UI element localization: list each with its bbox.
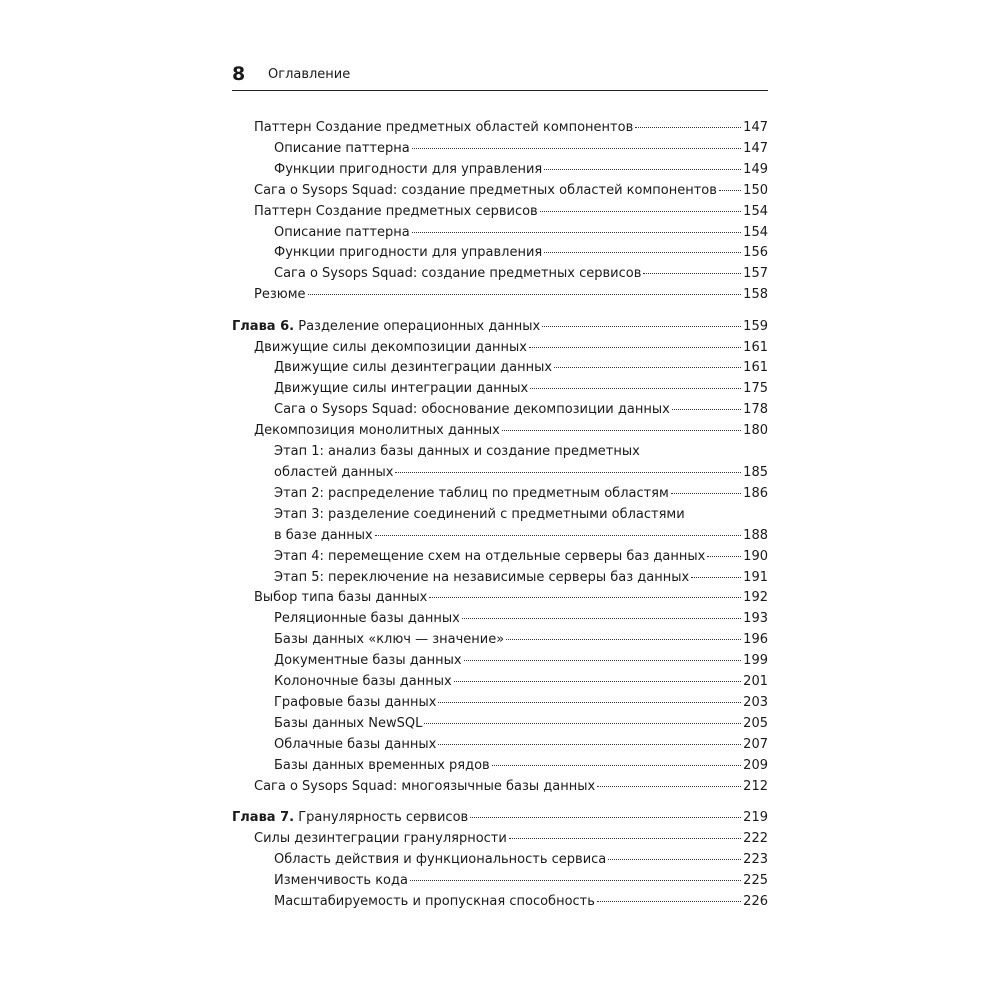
dot-leader xyxy=(506,639,741,640)
toc-entry-title xyxy=(274,223,410,244)
dot-leader xyxy=(492,765,741,766)
toc-title-text: Резюме xyxy=(254,287,306,303)
toc-page-number: 154 xyxy=(743,203,768,219)
toc-page-number: 191 xyxy=(743,569,768,585)
toc-title-text: Паттерн Создание предметных областей компонентов xyxy=(254,120,634,135)
toc-entry-title xyxy=(274,568,689,589)
chapter-number: Глава 6. xyxy=(232,318,295,334)
dot-leader xyxy=(438,744,741,745)
toc-entry-title xyxy=(254,285,306,306)
toc-entry-title xyxy=(274,871,408,892)
toc-entry-title xyxy=(274,160,542,181)
toc-title-text: Паттерн Создание предметных сервисов xyxy=(254,203,538,219)
toc-entry[interactable] xyxy=(232,358,768,379)
toc-page-number: 180 xyxy=(743,423,768,439)
toc-title-text: Колоночные базы данных xyxy=(274,674,452,690)
dot-leader xyxy=(470,817,741,818)
toc-entry[interactable] xyxy=(232,568,768,589)
dot-leader xyxy=(672,409,741,410)
dot-leader xyxy=(544,252,741,253)
toc-title-text: в базе данных xyxy=(274,527,373,543)
toc-title-text: Масштабируемость и пропускная способность xyxy=(274,893,595,909)
running-title: Оглавление xyxy=(268,67,351,82)
toc-page-number: 157 xyxy=(743,266,768,282)
toc-entry[interactable] xyxy=(232,160,768,181)
toc-entry-title xyxy=(274,526,373,547)
toc-page-number: 158 xyxy=(743,287,768,303)
toc-title-text: Сага о Sysops Squad: многоязычные базы данных xyxy=(254,778,596,794)
dot-leader xyxy=(530,388,741,389)
toc-entry-first-line[interactable]: Этап 1: анализ базы данных и создание предметных xyxy=(274,444,640,460)
toc-entry-title xyxy=(254,777,595,798)
toc-entry-title xyxy=(274,735,436,756)
toc-title-text: Функции пригодности для управления xyxy=(274,161,543,177)
dot-leader xyxy=(509,838,741,839)
dot-leader xyxy=(542,326,741,327)
toc-entry-title xyxy=(274,693,436,714)
toc-entry-title xyxy=(274,264,641,285)
toc-page-number: 192 xyxy=(743,590,768,606)
toc-entry[interactable] xyxy=(232,609,768,630)
toc-title-text: Функции пригодности для управления xyxy=(274,245,543,261)
toc-page-number: 199 xyxy=(743,653,768,669)
toc-entry-title xyxy=(274,547,705,568)
toc-page-number: 223 xyxy=(743,851,768,867)
toc-title-text: Базы данных «ключ — значение» xyxy=(274,632,505,648)
toc-entry[interactable] xyxy=(232,223,768,244)
toc-page-number: 154 xyxy=(743,224,768,240)
toc-page-number: 205 xyxy=(743,715,768,731)
dot-leader xyxy=(410,880,741,881)
toc-title-text: областей данных xyxy=(274,465,394,480)
toc-page-number: 161 xyxy=(743,339,768,355)
toc-entry-title xyxy=(274,892,595,913)
dot-leader xyxy=(691,577,741,578)
toc-entry-title xyxy=(254,421,500,442)
toc-page-number: 226 xyxy=(743,893,768,909)
toc-title-text: Этап 5: переключение на независимые серверы баз данных xyxy=(274,569,690,585)
dot-leader xyxy=(671,493,741,494)
dot-leader xyxy=(502,430,741,431)
toc-page-number: 212 xyxy=(743,778,768,794)
toc-entry[interactable] xyxy=(232,588,768,609)
toc-entry-title xyxy=(274,139,410,160)
toc-entry-title xyxy=(254,829,507,850)
toc-page-number: 156 xyxy=(743,245,768,261)
toc-chapter[interactable] xyxy=(232,317,768,338)
toc-title-text: Описание паттерна xyxy=(274,224,410,240)
toc-entry-title xyxy=(274,400,670,421)
dot-leader xyxy=(438,702,741,703)
toc-title-text: Реляционные базы данных xyxy=(274,611,460,627)
toc-title-text: Силы дезинтеграции гранулярности xyxy=(254,830,507,846)
toc-entry-title xyxy=(274,609,460,630)
toc-title-text: Описание паттерна xyxy=(274,140,410,156)
toc-entry-title xyxy=(274,379,528,400)
toc-entry[interactable] xyxy=(232,243,768,264)
toc-title-text: Выбор типа базы данных xyxy=(254,590,428,606)
toc-title-text: Этап 4: перемещение схем на отдельные серверы баз данных xyxy=(274,548,706,564)
toc-entry[interactable] xyxy=(232,756,768,777)
toc-title-text: Этап 2: распределение таблиц по предметным областям xyxy=(274,485,669,501)
toc-title-text: Движущие силы дезинтеграции данных xyxy=(274,360,553,376)
toc-entry[interactable] xyxy=(232,463,768,484)
toc-title-text: Графовые базы данных xyxy=(274,694,437,710)
toc-entry-title xyxy=(254,118,633,139)
toc-title-text: Документные базы данных xyxy=(274,653,462,669)
dot-leader xyxy=(643,273,741,274)
toc-entry[interactable] xyxy=(232,379,768,400)
toc-title-text: Движущие силы интеграции данных xyxy=(274,381,529,397)
toc-title-text: Облачные базы данных xyxy=(274,736,437,752)
dot-leader xyxy=(429,597,741,598)
dot-leader xyxy=(375,535,741,536)
toc-entry[interactable] xyxy=(232,139,768,160)
toc-title-text: Базы данных NewSQL xyxy=(274,715,423,731)
toc-entry[interactable] xyxy=(232,777,768,798)
toc-entry[interactable] xyxy=(232,693,768,714)
dot-leader xyxy=(454,681,741,682)
toc-entry-title xyxy=(254,588,427,609)
toc-entry[interactable] xyxy=(232,547,768,568)
toc-entry[interactable] xyxy=(232,630,768,651)
toc-entry-title xyxy=(274,463,393,484)
toc-page-number: 196 xyxy=(743,632,768,648)
toc-title-text: Сага о Sysops Squad: обоснование декомпозиции данных xyxy=(274,402,670,418)
toc-entry-title xyxy=(274,756,490,777)
toc-page-number: 203 xyxy=(743,694,768,710)
dot-leader xyxy=(395,472,741,473)
toc-page-number: 193 xyxy=(743,611,768,627)
page-number: 8 xyxy=(232,63,246,85)
toc-entry-title xyxy=(274,484,669,505)
toc-entry[interactable] xyxy=(232,829,768,850)
dot-leader xyxy=(597,786,741,787)
toc-entry[interactable] xyxy=(232,651,768,672)
toc-page-number: 159 xyxy=(743,318,768,334)
dot-leader xyxy=(597,901,741,902)
toc-entry-title xyxy=(274,243,542,264)
dot-leader xyxy=(719,190,741,191)
toc-entry[interactable] xyxy=(232,202,768,223)
toc-page-number: 175 xyxy=(743,381,768,397)
toc-entry-title xyxy=(254,338,527,359)
toc-entry[interactable] xyxy=(232,714,768,735)
toc-entry[interactable] xyxy=(232,871,768,892)
toc-page-number: 190 xyxy=(743,548,768,564)
table-of-contents xyxy=(232,118,768,913)
dot-leader xyxy=(540,211,741,212)
toc-title-text: Изменчивость кода xyxy=(274,872,408,888)
toc-title-text: Базы данных временных рядов xyxy=(274,757,490,773)
toc-entry[interactable] xyxy=(232,672,768,693)
toc-entry[interactable] xyxy=(232,526,768,547)
dot-leader xyxy=(424,723,741,724)
toc-entry[interactable] xyxy=(232,484,768,505)
toc-entry[interactable] xyxy=(232,735,768,756)
toc-entry[interactable] xyxy=(232,118,768,139)
toc-entry-title xyxy=(274,630,504,651)
dot-leader xyxy=(544,169,741,170)
toc-title-text: Область действия и функциональность сервиса xyxy=(274,851,607,867)
toc-entry-first-line[interactable]: Этап 3: разделение соединений с предметными областями xyxy=(274,506,685,522)
dot-leader xyxy=(308,294,742,295)
toc-page-number: 150 xyxy=(743,182,768,198)
toc-entry[interactable] xyxy=(232,285,768,306)
toc-page-number: 225 xyxy=(743,872,768,888)
toc-entry[interactable] xyxy=(232,400,768,421)
toc-entry-title xyxy=(274,651,462,672)
toc-entry-title xyxy=(254,181,717,202)
toc-page-number: 209 xyxy=(743,757,768,773)
toc-entry-title xyxy=(274,850,606,871)
dot-leader xyxy=(635,127,741,128)
toc-page-number: 207 xyxy=(743,736,768,752)
page-header xyxy=(232,62,768,91)
toc-page-number: 186 xyxy=(743,485,768,501)
toc-page-number: 147 xyxy=(743,140,768,156)
dot-leader xyxy=(464,660,742,661)
toc-entry-title xyxy=(274,358,552,379)
toc-page-number: 222 xyxy=(743,830,768,846)
toc-page-number: 147 xyxy=(743,120,768,135)
toc-entry[interactable] xyxy=(232,421,768,442)
toc-page-number: 201 xyxy=(743,674,768,690)
toc-chapter[interactable] xyxy=(232,808,768,829)
toc-title-text: Гранулярность сервисов xyxy=(294,810,469,825)
toc-page-number: 185 xyxy=(743,465,768,480)
dot-leader xyxy=(554,367,741,368)
toc-page-number: 149 xyxy=(743,161,768,177)
toc-entry[interactable] xyxy=(232,338,768,359)
toc-title-text: Декомпозиция монолитных данных xyxy=(254,423,500,439)
toc-entry[interactable] xyxy=(232,181,768,202)
dot-leader xyxy=(412,148,741,149)
dot-leader xyxy=(529,347,741,348)
toc-entry-title xyxy=(232,808,468,829)
toc-entry-title xyxy=(274,672,452,693)
toc-page-number: 178 xyxy=(743,402,768,418)
toc-page-number: 188 xyxy=(743,527,768,543)
dot-leader xyxy=(707,556,741,557)
toc-title-text: Сага о Sysops Squad: создание предметных сервисов xyxy=(274,266,642,282)
toc-entry-title xyxy=(232,317,540,338)
toc-title-text: Сага о Sysops Squad: создание предметных областей компонентов xyxy=(254,182,717,198)
dot-leader xyxy=(462,618,741,619)
toc-title-text: Движущие силы декомпозиции данных xyxy=(254,339,527,355)
toc-entry-title xyxy=(274,714,422,735)
dot-leader xyxy=(608,859,741,860)
toc-entry[interactable] xyxy=(232,264,768,285)
toc-entry[interactable] xyxy=(232,850,768,871)
toc-title-text: Разделение операционных данных xyxy=(294,318,541,334)
toc-page-number: 219 xyxy=(743,810,768,825)
toc-entry[interactable] xyxy=(232,892,768,913)
toc-page-number: 161 xyxy=(743,360,768,376)
chapter-number: Глава 7. xyxy=(232,810,295,825)
dot-leader xyxy=(412,232,741,233)
toc-entry-title xyxy=(254,202,538,223)
